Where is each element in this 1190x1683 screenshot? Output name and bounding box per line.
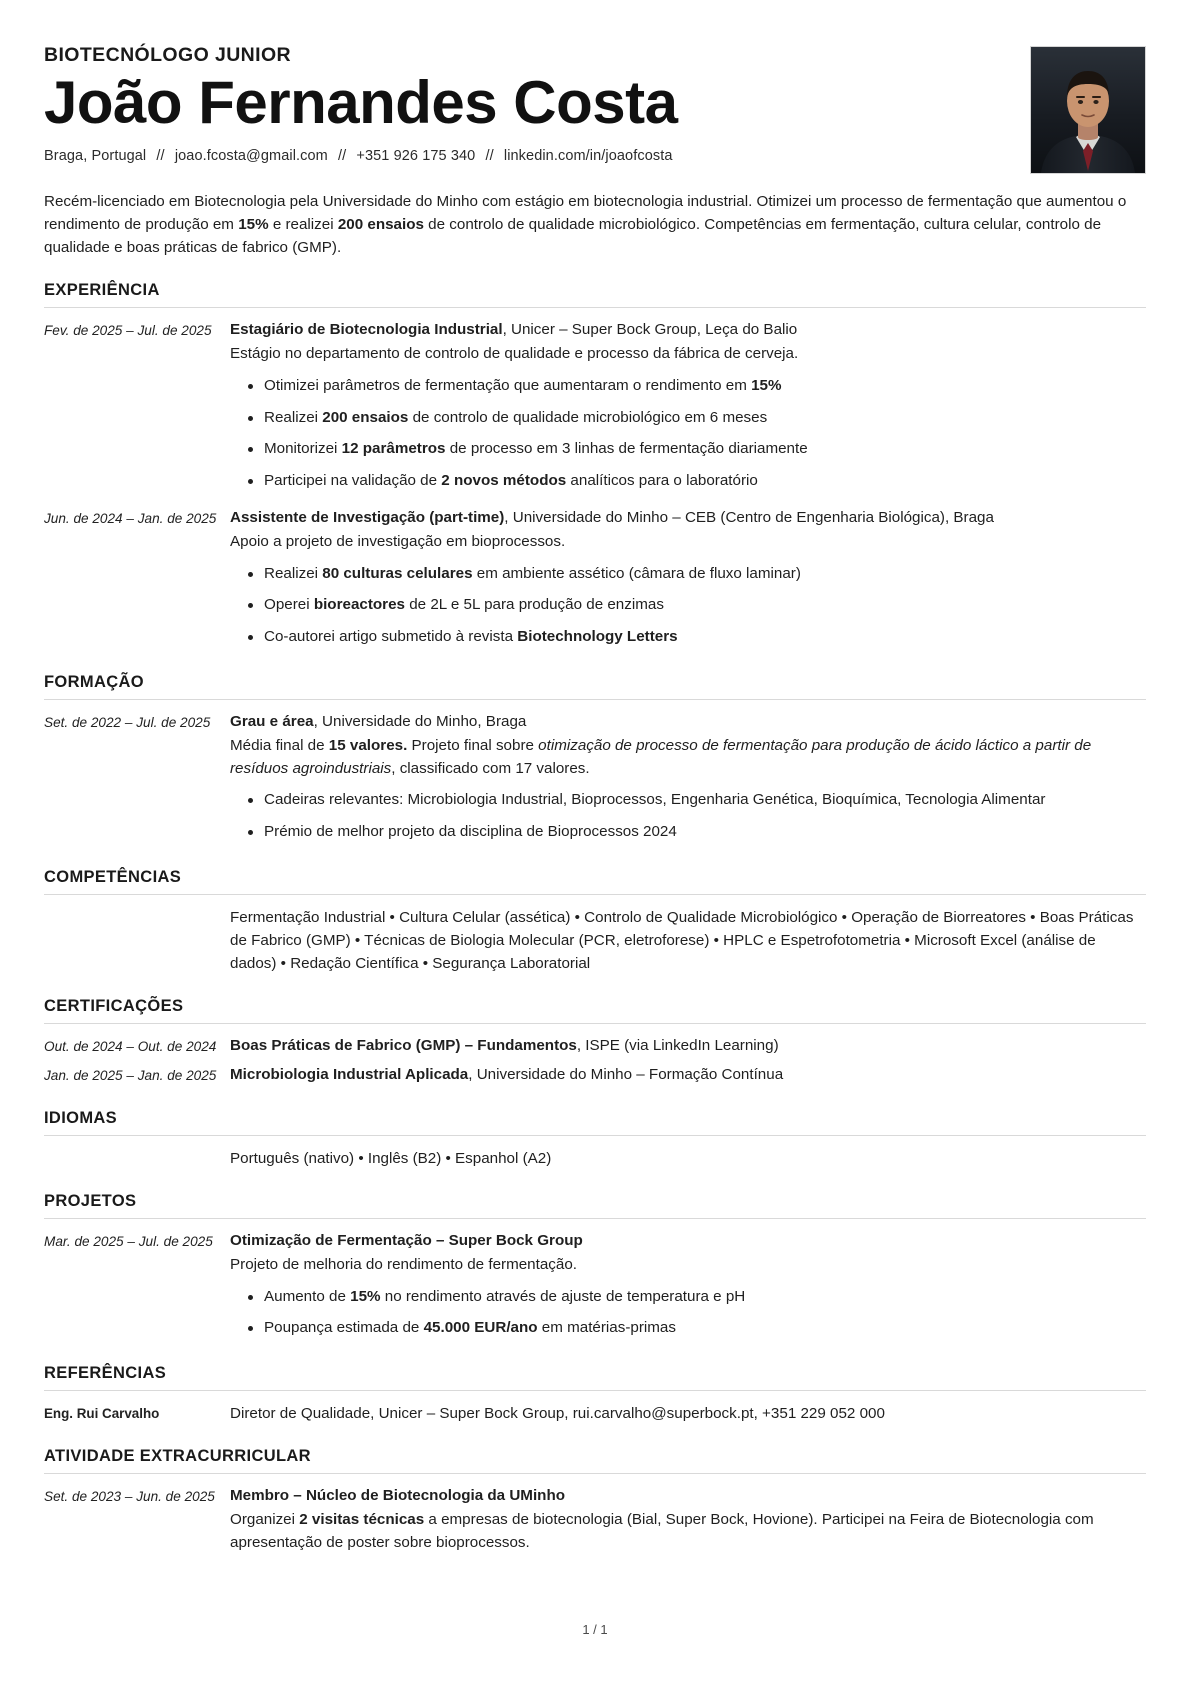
bullet-text-pre: Participei na validação de — [264, 472, 442, 490]
certification-entry — [44, 1035, 1146, 1058]
entry-heading — [230, 1035, 1146, 1058]
professional-summary — [44, 190, 1144, 259]
languages-list: Português (nativo) • Inglês (B2) • Espanhol (A2) — [230, 1149, 552, 1167]
entry-date: Set. de 2022 – Jul. de 2025 — [44, 715, 211, 731]
reference-detail: Diretor de Qualidade, Unicer – Super Bock Group, rui.carvalho@superbock.pt, +351 229 052 000 — [230, 1405, 885, 1423]
list-item — [264, 438, 1146, 461]
summary-part-1: Recém-licenciado em Biotecnologia pela Universidade do Minho com estágio em biotecnologia industrial. Otimizei um processo de fermentação que aumentou o rendimento de produção em — [44, 193, 1127, 234]
entry-heading — [230, 507, 1146, 530]
project-entry — [44, 1230, 1146, 1342]
bullet-text-pre: Poupança estimada de — [264, 1319, 424, 1337]
experience-entry — [44, 507, 1146, 651]
experience-entry — [44, 319, 1146, 495]
summary-highlight-2: 200 ensaios — [337, 216, 424, 234]
bullet-text-bold: 15% — [751, 376, 782, 394]
entry-heading — [230, 1230, 1146, 1253]
project-title: Otimização de Fermentação – Super Bock Group — [230, 1232, 583, 1249]
education-entry — [44, 711, 1146, 846]
section-references — [44, 1364, 1146, 1425]
entry-date: Set. de 2023 – Jun. de 2025 — [44, 1489, 215, 1505]
entry-body — [230, 1485, 1146, 1554]
activity-detail — [230, 1509, 1146, 1555]
contact-linkedin[interactable]: linkedin.com/in/joaofcosta — [503, 148, 673, 165]
contact-email[interactable]: joao.fcosta@gmail.com — [174, 148, 328, 165]
bullet-text-post: em matérias-primas — [537, 1319, 676, 1337]
portrait-photo-icon — [1031, 47, 1145, 173]
page-footer: 1 / 1 — [582, 1622, 608, 1637]
section-languages — [44, 1109, 1146, 1170]
entry-subtitle: Projeto de melhoria do rendimento de fermentação. — [230, 1255, 577, 1273]
entry-heading — [230, 1485, 1146, 1508]
entry-bullet-list — [230, 375, 1146, 493]
detail-grade: 15 valores. — [328, 736, 408, 754]
entry-bullet-list — [230, 563, 1146, 649]
entry-degree: Grau e área — [230, 713, 314, 731]
entry-body — [230, 319, 1146, 495]
entry-date: Jan. de 2025 – Jan. de 2025 — [44, 1068, 217, 1084]
entry-date: Mar. de 2025 – Jul. de 2025 — [44, 1234, 213, 1249]
bullet-text-pre: Prémio de melhor projeto da disciplina de Bioprocessos 2024 — [264, 823, 677, 841]
list-item — [264, 594, 1146, 617]
list-item — [264, 789, 1146, 812]
avatar — [1030, 46, 1146, 174]
bullet-text-pre: Realizei — [264, 408, 323, 426]
section-experience — [44, 281, 1146, 651]
skills-list: Fermentação Industrial • Cultura Celular (assética) • Controlo de Qualidade Microbiológico • Operação de Biorreatores • Boas Práticas de Fabrico (GMP) • Técnicas de Biologia Molecular (PCR, eletroforese) • HPLC e Espetrofotometria • Microsoft Excel (análise de dados) • Redação Científica • Segurança Laboratorial — [230, 909, 1134, 973]
detail-pre: Média final de — [230, 736, 329, 754]
section-extracurricular — [44, 1447, 1146, 1554]
detail-post: a empresas de biotecnologia (Bial, Super Bock, Hovione). Participei na Feira de Biotecnologia com apresentação de poster sobre bioprocessos. — [230, 1511, 1094, 1551]
extracurricular-entry — [44, 1485, 1146, 1554]
certification-entry — [44, 1064, 1146, 1087]
entry-heading — [230, 319, 1146, 342]
entry-heading — [230, 1064, 1146, 1087]
entry-institution: , Universidade do Minho, Braga — [313, 713, 527, 731]
list-item — [264, 563, 1146, 586]
reference-entry — [44, 1402, 1146, 1425]
bullet-text-bold: Biotechnology Letters — [517, 628, 678, 646]
entry-body — [230, 1230, 1146, 1342]
entry-subtitle: Apoio a projeto de investigação em bioprocessos. — [230, 532, 566, 550]
section-divider — [44, 894, 1146, 895]
entry-date-empty — [44, 906, 230, 908]
bullet-text-bold: 2 novos métodos — [441, 472, 567, 490]
bullet-text-bold: bioreactores — [313, 596, 405, 614]
bullet-text-post: de controlo de qualidade microbiológico em 6 meses — [408, 408, 768, 426]
summary-part-2: e realizei — [268, 216, 338, 234]
bullet-text-pre: Cadeiras relevantes: Microbiologia Industrial, Bioprocessos, Engenharia Genética, Bioquímica, Tecnologia Alimentar — [264, 791, 1046, 809]
entry-body — [230, 507, 1146, 651]
list-item — [264, 470, 1146, 493]
bullet-text-post: de 2L e 5L para produção de enzimas — [404, 596, 664, 614]
list-item — [264, 821, 1146, 844]
detail-mid: Projeto final sobre — [407, 736, 539, 754]
detail-bold: 2 visitas técnicas — [299, 1511, 425, 1529]
skills-entry — [44, 906, 1146, 975]
section-title-skills: COMPETÊNCIAS — [44, 868, 182, 887]
section-education — [44, 673, 1146, 846]
certification-issuer: , Universidade do Minho – Formação Contínua — [468, 1066, 784, 1084]
section-divider — [44, 1218, 1146, 1219]
entry-body — [230, 1035, 1146, 1058]
section-title-extracurricular: ATIVIDADE EXTRACURRICULAR — [44, 1447, 311, 1466]
bullet-text-post: de processo em 3 linhas de fermentação diariamente — [445, 440, 808, 458]
section-certifications — [44, 997, 1146, 1087]
entry-date: Jun. de 2024 – Jan. de 2025 — [44, 511, 217, 527]
section-title-references: REFERÊNCIAS — [44, 1364, 167, 1383]
section-title-certifications: CERTIFICAÇÕES — [44, 997, 184, 1016]
bullet-text-bold: 200 ensaios — [322, 408, 409, 426]
bullet-text-post: analíticos para o laboratório — [566, 472, 758, 490]
bullet-text-bold: 45.000 EUR/ano — [423, 1319, 538, 1337]
entry-company: , Unicer – Super Bock Group, Leça do Balio — [502, 321, 798, 339]
resume-header — [44, 44, 1146, 174]
entry-subtitle: Estágio no departamento de controlo de qualidade e processo da fábrica de cerveja. — [230, 345, 799, 363]
list-item — [264, 1317, 1146, 1340]
entry-detail — [230, 735, 1146, 781]
section-divider — [44, 1390, 1146, 1391]
contact-separator-2: // — [337, 148, 347, 165]
entry-date: Out. de 2024 – Out. de 2024 — [44, 1039, 217, 1055]
section-title-projects: PROJETOS — [44, 1192, 137, 1210]
bullet-text-bold: 15% — [350, 1287, 381, 1305]
section-divider — [44, 1473, 1146, 1474]
contact-separator-1: // — [156, 148, 165, 165]
section-title-experience: EXPERIÊNCIA — [44, 281, 160, 300]
entry-bullet-list — [230, 1286, 1146, 1341]
certification-name: Boas Práticas de Fabrico (GMP) – Fundamentos — [230, 1037, 577, 1055]
entry-heading — [230, 711, 1146, 734]
certification-issuer: , ISPE (via LinkedIn Learning) — [576, 1037, 779, 1055]
candidate-name: João Fernandes Costa — [44, 69, 678, 136]
entry-date: Fev. de 2025 – Jul. de 2025 — [44, 323, 212, 339]
contact-phone[interactable]: +351 926 175 340 — [356, 148, 476, 165]
list-item — [264, 407, 1146, 430]
section-divider — [44, 307, 1146, 308]
entry-bullet-list — [230, 789, 1146, 844]
section-divider — [44, 699, 1146, 700]
activity-title: Membro – Núcleo de Biotecnologia da UMinho — [230, 1487, 565, 1505]
section-skills — [44, 868, 1146, 975]
list-item — [264, 626, 1146, 649]
summary-highlight-1: 15% — [238, 216, 269, 234]
detail-pre: Organizei — [230, 1511, 300, 1529]
section-title-education: FORMAÇÃO — [44, 673, 144, 692]
contact-separator-3: // — [485, 148, 494, 165]
bullet-text-pre: Operei — [264, 596, 314, 614]
bullet-text-post: em ambiente assético (câmara de fluxo laminar) — [472, 564, 801, 582]
job-role-title: BIOTECNÓLOGO JUNIOR — [44, 44, 292, 66]
detail-post: , classificado com 17 valores. — [391, 759, 590, 777]
section-title-languages: IDIOMAS — [44, 1108, 118, 1127]
languages-entry — [44, 1147, 1146, 1170]
bullet-text-bold: 80 culturas celulares — [322, 564, 473, 582]
section-divider — [44, 1135, 1146, 1136]
reference-name: Eng. Rui Carvalho — [44, 1406, 160, 1422]
entry-date-empty — [44, 1147, 230, 1149]
certification-name: Microbiologia Industrial Aplicada — [230, 1066, 469, 1084]
bullet-text-post: no rendimento através de ajuste de temperatura e pH — [380, 1287, 746, 1305]
bullet-text-pre: Realizei — [264, 564, 323, 582]
detail-thesis-title: otimização de processo de fermentação para produção de ácido láctico a partir de resíduos agroindustriais — [230, 736, 1092, 777]
bullet-text-pre: Co-autorei artigo submetido à revista — [264, 628, 518, 646]
contact-location: Braga, Portugal — [44, 148, 147, 165]
section-projects — [44, 1192, 1146, 1342]
entry-body — [230, 711, 1146, 846]
summary-part-3: de controlo de qualidade microbiológico. Competências em fermentação, cultura celular, controlo de qualidade e boas práticas de fabrico (GMP). — [44, 216, 1102, 257]
bullet-text-pre: Aumento de — [264, 1287, 351, 1305]
bullet-text-pre: Monitorizei — [264, 440, 342, 458]
list-item — [264, 375, 1146, 398]
header-text-block — [44, 44, 1030, 164]
list-item — [264, 1286, 1146, 1309]
entry-job-title: Assistente de Investigação (part-time) — [230, 509, 505, 527]
bullet-text-bold: 12 parâmetros — [341, 440, 446, 458]
bullet-text-pre: Otimizei parâmetros de fermentação que aumentaram o rendimento em — [264, 376, 752, 394]
entry-job-title: Estagiário de Biotecnologia Industrial — [230, 321, 503, 339]
contact-line — [44, 148, 1030, 164]
section-divider — [44, 1023, 1146, 1024]
entry-company: , Universidade do Minho – CEB (Centro de Engenharia Biológica), Braga — [504, 509, 994, 527]
entry-body — [230, 1064, 1146, 1087]
